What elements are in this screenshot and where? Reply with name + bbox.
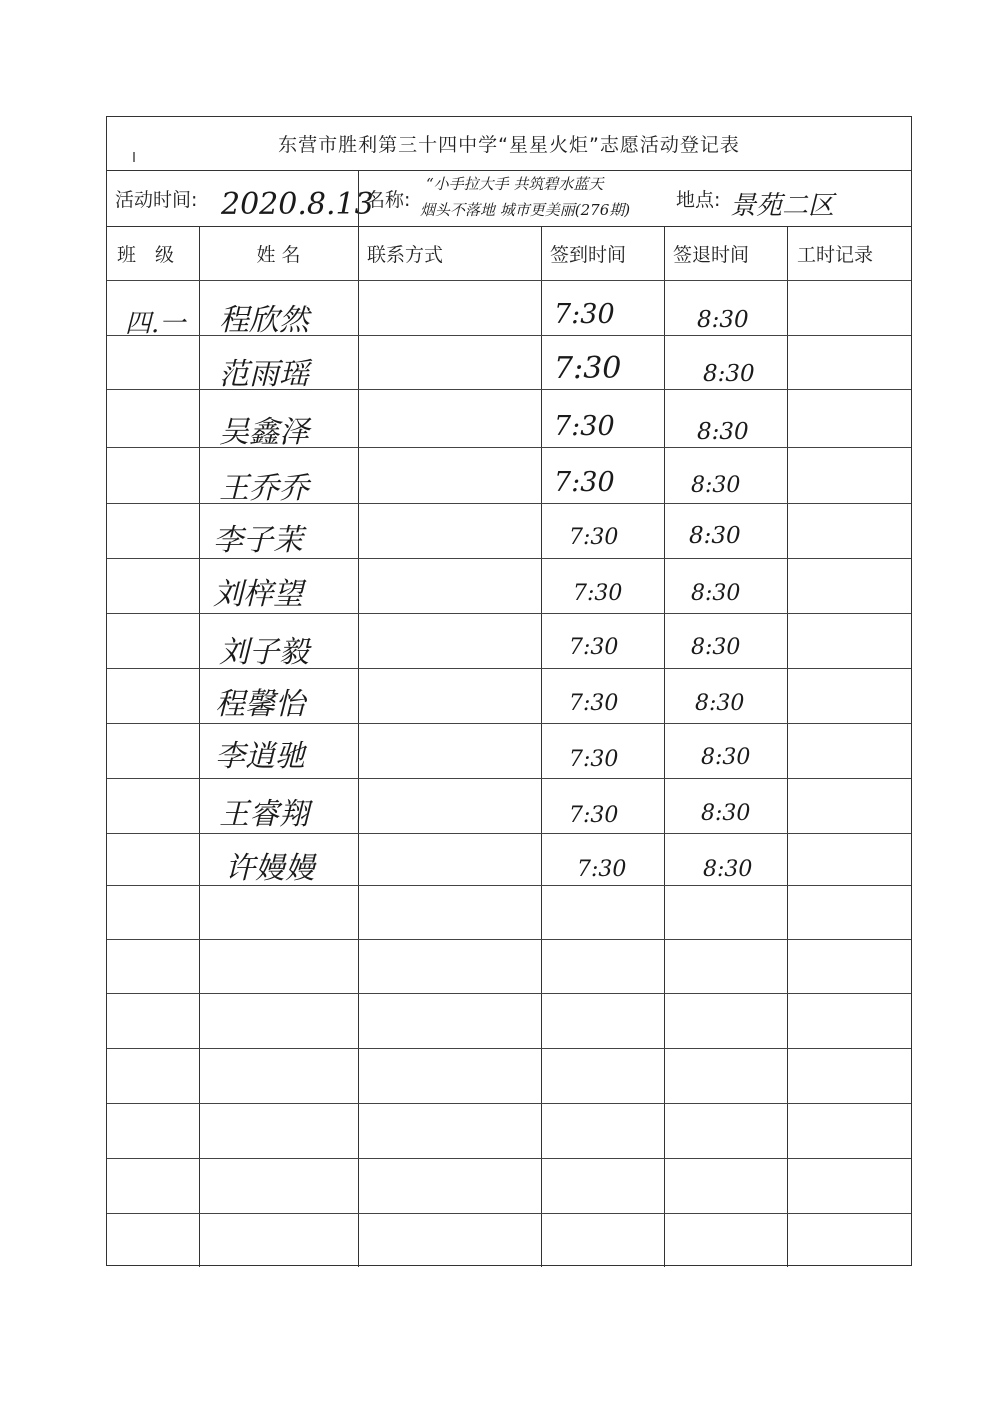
row-sign-in: 7:30 xyxy=(554,351,622,386)
row-name: 范雨瑶 xyxy=(219,357,309,392)
row-sign-out: 8:30 xyxy=(689,523,741,549)
row-sign-in: 7:30 xyxy=(569,803,619,828)
form-title xyxy=(107,117,911,171)
row-sign-out: 8:30 xyxy=(701,745,751,770)
header-class-text: 班 级 xyxy=(117,243,175,266)
row-line xyxy=(107,939,911,940)
activity-time-value: 2020.8.13 xyxy=(221,187,374,222)
row-sign-out: 8:30 xyxy=(703,857,753,882)
row-name: 吴鑫泽 xyxy=(219,415,309,450)
row-name: 李子茉 xyxy=(213,523,303,558)
col-divider-name xyxy=(358,227,359,1267)
activity-name-label: 名称: xyxy=(366,189,411,211)
row-sign-out: 8:30 xyxy=(697,307,749,333)
col-divider-signin xyxy=(664,227,665,1267)
row-line xyxy=(107,1103,911,1104)
row-sign-in: 7:30 xyxy=(577,857,627,882)
row-sign-in: 7:30 xyxy=(569,525,619,550)
col-divider-signout xyxy=(787,227,788,1267)
row-name: 程馨怡 xyxy=(215,687,305,722)
header-signout xyxy=(673,227,787,279)
row-sign-out: 8:30 xyxy=(695,691,745,716)
header-signin-text: 签到时间 xyxy=(550,243,627,266)
row-line xyxy=(107,1213,911,1214)
row-line xyxy=(107,723,911,724)
row-sign-in: 7:30 xyxy=(554,299,615,330)
row-sign-out: 8:30 xyxy=(691,473,741,498)
row-line xyxy=(107,778,911,779)
row-line xyxy=(107,833,911,834)
header-class xyxy=(117,227,199,279)
row-line xyxy=(107,993,911,994)
row-sign-out: 8:30 xyxy=(691,635,741,660)
row-sign-out: 8:30 xyxy=(691,581,741,606)
activity-name-cell xyxy=(358,171,668,226)
form-title-text: 东营市胜利第三十四中学“星星火炬”志愿活动登记表 xyxy=(278,134,740,156)
header-name-text: 姓 名 xyxy=(256,243,301,266)
header-contact-text: 联系方式 xyxy=(367,243,444,266)
row-name: 王乔乔 xyxy=(219,471,309,506)
row-sign-in: 7:30 xyxy=(569,747,619,772)
location-value: 景苑二区 xyxy=(730,191,835,221)
row-sign-out: 8:30 xyxy=(697,419,749,445)
header-hours-text: 工时记录 xyxy=(797,243,874,266)
row-name: 程欣然 xyxy=(219,303,309,338)
row-sign-out: 8:30 xyxy=(701,801,751,826)
header-hours xyxy=(797,227,913,279)
row-name: 许嫚嫚 xyxy=(225,851,315,886)
row-line xyxy=(107,1158,911,1159)
header-signout-text: 签退时间 xyxy=(673,243,750,266)
row-name: 刘子毅 xyxy=(219,635,309,670)
row-name: 李逍驰 xyxy=(215,739,305,774)
row-class: 四.一 xyxy=(125,309,186,339)
row-name: 王睿翔 xyxy=(219,797,309,832)
location-cell xyxy=(668,171,913,226)
registration-form xyxy=(106,116,912,1266)
location-label: 地点: xyxy=(676,189,721,211)
header-contact xyxy=(367,227,541,279)
activity-time-label: 活动时间: xyxy=(115,189,198,211)
row-sign-out: 8:30 xyxy=(703,361,755,387)
row-line xyxy=(107,1048,911,1049)
activity-info-row xyxy=(107,171,911,227)
row-sign-in: 7:30 xyxy=(554,467,615,498)
activity-time-cell xyxy=(107,171,374,226)
row-sign-in: 7:30 xyxy=(569,635,619,660)
header-signin xyxy=(550,227,664,279)
row-name: 刘梓望 xyxy=(213,577,303,612)
header-bottom-line xyxy=(107,280,911,281)
col-divider-class xyxy=(199,227,200,1267)
col-divider-contact xyxy=(541,227,542,1267)
header-name xyxy=(199,227,358,279)
activity-name-line2: 烟头不落地 城市更美丽(276期) xyxy=(420,201,631,219)
row-sign-in: 7:30 xyxy=(569,691,619,716)
activity-name-line1: “小手拉大手 共筑碧水蓝天 xyxy=(426,175,604,193)
row-sign-in: 7:30 xyxy=(554,411,615,442)
row-sign-in: 7:30 xyxy=(573,581,623,606)
row-line xyxy=(107,613,911,614)
